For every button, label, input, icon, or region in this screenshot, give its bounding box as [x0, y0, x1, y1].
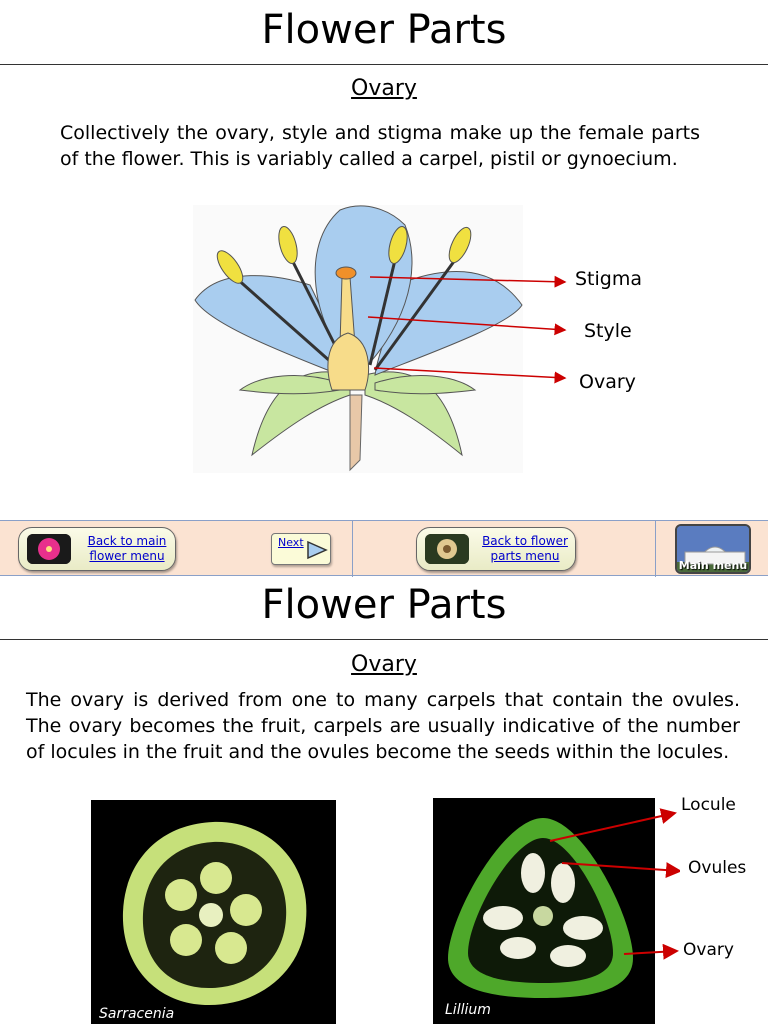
- sarracenia-photo: [91, 800, 336, 1024]
- intro-paragraph: Collectively the ovary, style and stigma make up the female parts of the flower. This is variably called a carpel, pistil or gynoecium.: [60, 122, 700, 170]
- back-to-parts-link[interactable]: Back to flower parts menu: [482, 534, 568, 563]
- play-arrow-icon: [306, 540, 328, 560]
- ovary-paragraph: The ovary is derived from one to many carpels that contain the ovules. The ovary becomes the fruit, carpels are usually indicative of the number of locules in the fruit and the ovules become the seeds within the locules.: [26, 689, 740, 763]
- next-button[interactable]: [271, 533, 331, 565]
- back-to-flower-parts-menu-button[interactable]: [416, 527, 576, 571]
- ovary-label: Ovary: [579, 371, 636, 393]
- section-subtitle: Ovary: [351, 76, 417, 101]
- nav-divider: [352, 521, 353, 577]
- diagram-arrows: [360, 270, 575, 385]
- page-title: Flower Parts: [261, 582, 507, 628]
- pink-flower-thumbnail: [27, 534, 71, 564]
- flower-parts-thumbnail: [425, 534, 469, 564]
- title-divider: [0, 639, 768, 640]
- lillium-caption: Lillium: [445, 1002, 491, 1018]
- main-menu-button[interactable]: [675, 524, 751, 574]
- navigation-bar: [0, 520, 768, 576]
- section-subtitle: Ovary: [351, 652, 417, 677]
- ovary-label-photo: Ovary: [683, 940, 734, 960]
- main-menu-label[interactable]: Main menu: [678, 559, 748, 572]
- ovules-label: Ovules: [688, 858, 747, 878]
- sarracenia-caption: Sarracenia: [99, 1006, 175, 1022]
- back-to-main-link[interactable]: Back to main flower menu: [87, 534, 167, 563]
- page-title: Flower Parts: [261, 7, 507, 53]
- stigma-label: Stigma: [575, 268, 643, 290]
- locule-label: Locule: [681, 795, 736, 815]
- next-label[interactable]: Next: [278, 536, 304, 549]
- back-to-main-flower-menu-button[interactable]: [18, 527, 176, 571]
- photo-arrows: [540, 808, 680, 968]
- nav-divider: [655, 521, 656, 577]
- title-divider: [0, 64, 768, 65]
- style-label: Style: [584, 320, 632, 342]
